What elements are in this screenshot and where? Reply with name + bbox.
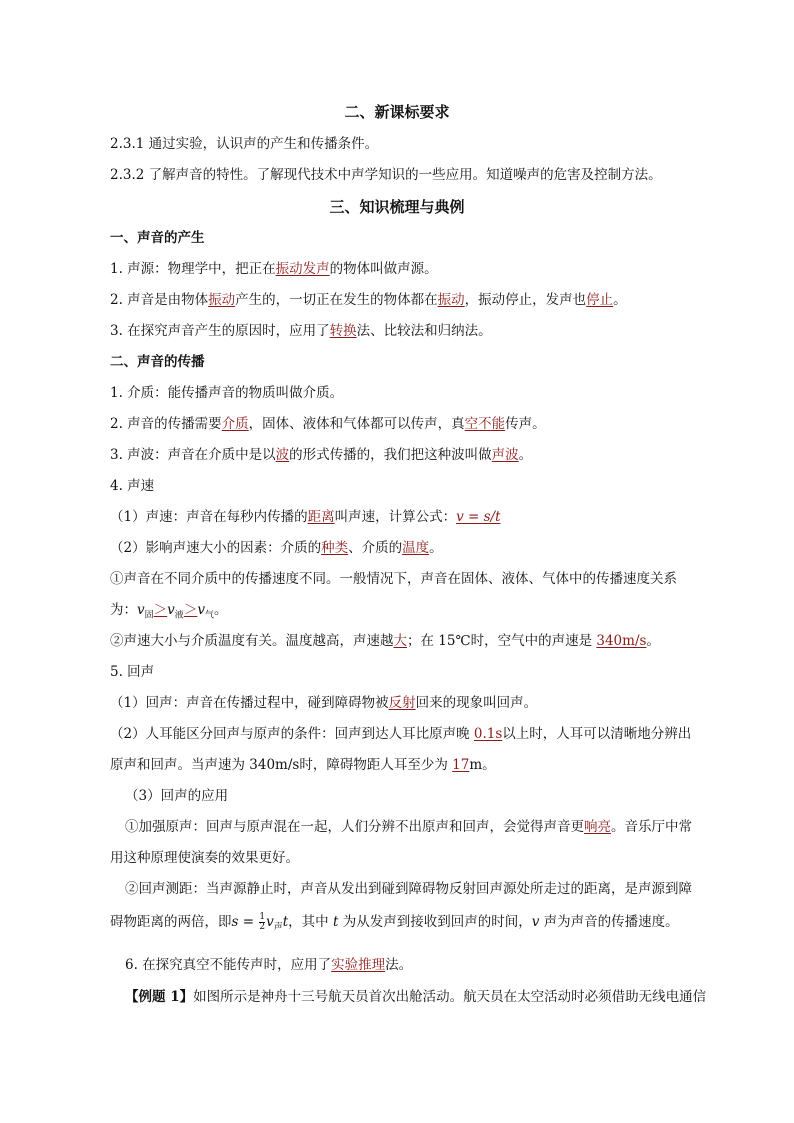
example-label: 【例题 1】	[125, 989, 194, 1005]
blank-answer: 振动	[437, 292, 465, 308]
formula-answer: v = s/t	[456, 509, 501, 525]
para-echo-condition-2: 原声和回声。当声速为 340m/s时，障碍物距人耳至少为 17m。	[110, 757, 496, 773]
para-echo-condition-1: （2）人耳能区分回声与原声的条件：回声到达人耳比原声晚 0.1s以上时，人耳可以清晰地分辨出	[110, 726, 692, 742]
section-title-propagation: 二、声音的传播	[110, 354, 205, 370]
blank-answer: ＞	[183, 602, 198, 618]
fraction-half: $\frac{1}{2}$	[259, 912, 266, 932]
blank-answer: 0.1s	[473, 726, 503, 742]
blank-answer: 波	[275, 447, 290, 463]
blank-answer: 反射	[388, 695, 416, 711]
para-speed-media-1: ①声音在不同介质中的传播速度不同。一般情况下，声音在固体、液体、气体中的传播速度关系	[110, 571, 677, 587]
section-title-production: 一、声音的产生	[110, 230, 205, 246]
example-1: 【例题 1】如图所示是神舟十三号航天员首次出舱活动。航天员在太空活动时必须借助无线电通信	[125, 989, 707, 1005]
para-echo-def: （1）回声：声音在传播过程中，碰到障碍物被反射回来的现象叫回声。	[110, 695, 538, 711]
blank-answer: 振动发声	[275, 261, 330, 277]
para-temperature: ②声速大小与介质温度有关。温度越高，声速越大；在 15℃时，空气中的声速是 340m/s。	[110, 633, 660, 649]
para-echo-ranging-1: ②回声测距：当声源静止时，声音从发出到碰到障碍物反射回声源处所走过的距离，是声源到障	[125, 881, 692, 897]
para-needs-medium: 2. 声音的传播需要介质，固体、液体和气体都可以传声，真空不能传声。	[110, 416, 546, 432]
para-echo-enhance-1: ①加强原声：回声与原声混在一起，人们分辨不出原声和回声，会觉得声音更响亮。音乐厅中常	[125, 819, 692, 835]
para-medium: 1. 介质：能传播声音的物质叫做介质。	[110, 385, 344, 401]
para-vibration: 2. 声音是由物体振动产生的，一切正在发生的物体都在振动，振动停止，发声也停止。	[110, 292, 627, 308]
blank-answer: 响亮	[584, 819, 611, 835]
para-echo-title: 5. 回声	[110, 664, 155, 680]
blank-answer: 转换	[329, 323, 357, 339]
para-echo-apps: （3）回声的应用	[125, 788, 229, 804]
heading-curriculum: 二、新课标要求	[344, 103, 450, 121]
blank-answer: 实验推理	[331, 957, 386, 973]
blank-answer: 振动	[208, 292, 236, 308]
blank-answer: 声波	[491, 447, 519, 463]
blank-answer: 17	[452, 757, 470, 773]
blank-answer: 温度	[402, 540, 430, 556]
para-echo-enhance-2: 用这种原理使演奏的效果更好。	[110, 850, 299, 866]
blank-answer: 340m/s	[596, 633, 647, 649]
standard-2: 2.3.2 了解声音的特性。了解现代技术中声学知识的一些应用。知道噪声的危害及控制方法。	[110, 167, 662, 183]
para-vacuum-method: 6. 在探究真空不能传声时，应用了实验推理法。	[125, 957, 413, 973]
blank-answer: 距离	[307, 509, 335, 525]
blank-answer: 空不能	[464, 416, 506, 432]
para-echo-ranging-2: 碍物距离的两倍，即s = $\frac{1}{2}$ $v_声t$，其中 t 为从发声到接收到回声的时间，v 声为声音的传播速度。	[110, 912, 679, 933]
para-speed-media-2: 为：$v_固>v_液>v_气$。	[110, 602, 228, 621]
para-speed-def: （1）声速：声音在每秒内传播的距离叫声速，计算公式：v = s/t	[110, 509, 501, 525]
para-sound-source: 1. 声源：物理学中，把正在振动发声的物体叫做声源。	[110, 261, 438, 277]
para-sound-wave: 3. 声波：声音在介质中是以波的形式传播的，我们把这种波叫做声波。	[110, 447, 533, 463]
heading-knowledge: 三、知识梳理与典例	[329, 198, 465, 216]
blank-answer: ＞	[153, 602, 168, 618]
para-speed-title: 4. 声速	[110, 478, 155, 494]
blank-answer: 种类	[321, 540, 349, 556]
blank-answer: 停止	[586, 292, 614, 308]
para-method: 3. 在探究声音产生的原因时，应用了转换法、比较法和归纳法。	[110, 323, 492, 339]
para-speed-factors: （2）影响声速大小的因素：介质的种类、介质的温度。	[110, 540, 443, 556]
standard-1: 2.3.1 通过实验，认识声的产生和传播条件。	[110, 136, 379, 152]
blank-answer: 大	[393, 633, 407, 649]
blank-answer: 介质	[221, 416, 249, 432]
